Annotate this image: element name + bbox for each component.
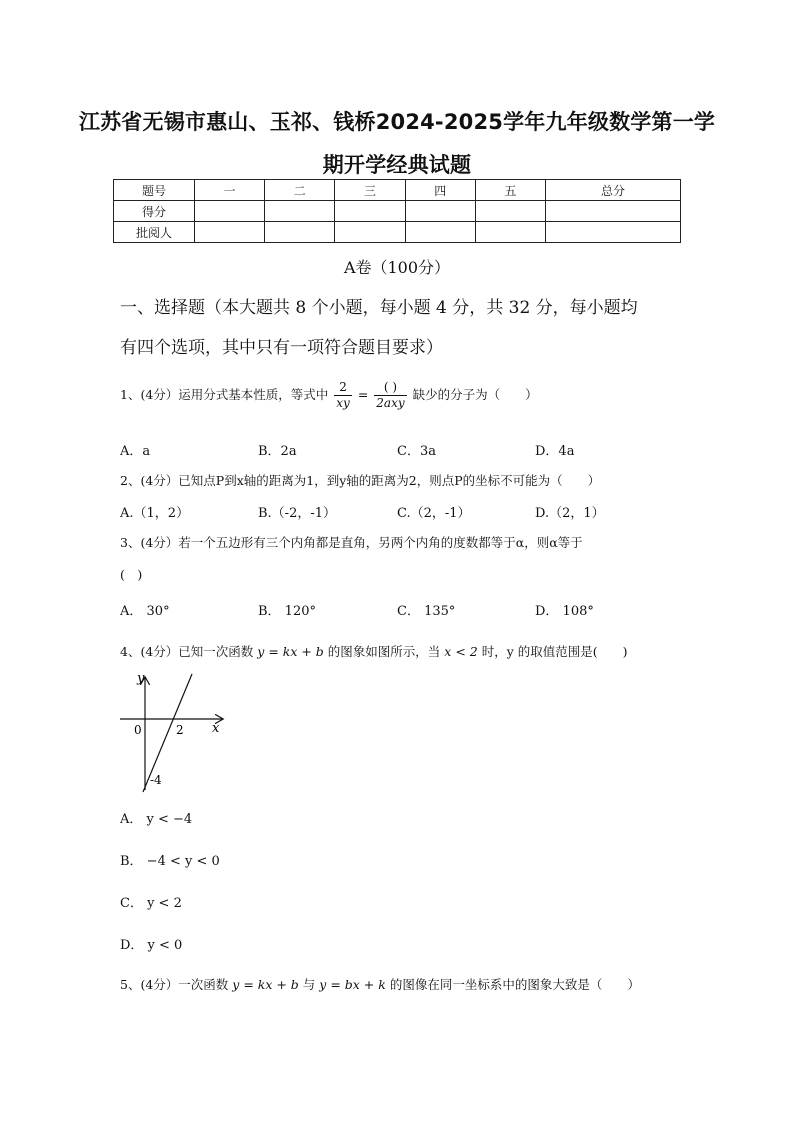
page-title-line-2: 期开学经典试题 — [322, 153, 472, 177]
score-cell[interactable] — [546, 222, 681, 243]
question-5-text: 5、(4分）一次函数 — [120, 977, 229, 992]
q2-option-a[interactable]: A.（1，2） — [120, 506, 190, 521]
score-table-header: 总分 — [546, 180, 681, 201]
paper-label: A卷（100分） — [343, 258, 451, 277]
question-1-text: 1、(4分）运用分式基本性质，等式中 — [120, 387, 329, 402]
score-cell[interactable] — [475, 222, 545, 243]
score-cell[interactable] — [335, 201, 405, 222]
score-table-header: 一 — [195, 180, 265, 201]
q1-option-b[interactable]: B．2a — [258, 444, 297, 459]
q3-option-d[interactable]: D． 108° — [535, 604, 594, 619]
question-1-suffix: 缺少的分子为（ ） — [412, 387, 538, 402]
x-intercept-label: 2 — [176, 723, 184, 737]
section-heading-line-2: 有四个选项，其中只有一项符合题目要求） — [120, 338, 443, 358]
q1-option-a[interactable]: A．a — [120, 444, 151, 459]
q3-option-c[interactable]: C． 135° — [397, 604, 456, 619]
function-expression: y = kx + b — [257, 644, 324, 659]
q1-option-c[interactable]: C．3a — [397, 444, 436, 459]
condition-expression: x < 2 — [444, 644, 478, 659]
score-table-header: 题号 — [114, 180, 195, 201]
fraction-numerator: ( ) — [374, 380, 406, 396]
y-intercept-label: -4 — [150, 773, 162, 787]
q4-option-a[interactable]: A． y < −4 — [120, 812, 193, 827]
question-4-suffix: 时，y 的取值范围是( ) — [481, 644, 628, 659]
question-5-suffix: 的图像在同一坐标系中的图象大致是（ ） — [389, 977, 640, 992]
score-cell[interactable] — [265, 222, 335, 243]
q3-option-a[interactable]: A． 30° — [120, 604, 170, 619]
question-2-text: 2、(4分）已知点P到x轴的距离为1，到y轴的距离为2，则点P的坐标不可能为（ ） — [120, 473, 601, 488]
q2-option-d[interactable]: D.（2，1） — [535, 506, 605, 521]
fraction-1 — [334, 380, 352, 411]
y-axis-label: y — [137, 671, 145, 686]
question-4 — [120, 642, 628, 660]
q4-option-c[interactable]: C． y < 2 — [120, 896, 182, 911]
fraction-denominator: xy — [336, 396, 350, 410]
function-expression-2: y = bx + k — [319, 977, 386, 992]
section-heading-line-1: 一、选择题（本大题共 8 个小题，每小题 4 分，共 32 分，每小题均 — [120, 298, 638, 318]
score-table — [113, 179, 681, 243]
question-3-text: 3、(4分）若一个五边形有三个内角都是直角，另两个内角的度数都等于α，则α等于 — [120, 535, 583, 550]
fraction-2 — [374, 380, 406, 411]
equals-sign: = — [357, 387, 369, 402]
q2-option-b[interactable]: B.（-2，-1） — [258, 506, 337, 521]
fraction-numerator: 2 — [334, 380, 352, 396]
score-cell[interactable] — [405, 222, 475, 243]
q1-option-d[interactable]: D．4a — [535, 444, 575, 459]
fraction-denominator: 2axy — [376, 396, 405, 410]
linear-function-graph — [112, 668, 232, 796]
score-table-header: 三 — [335, 180, 405, 201]
score-table-header: 二 — [265, 180, 335, 201]
score-cell[interactable] — [195, 201, 265, 222]
score-table-row — [114, 201, 681, 222]
question-5 — [120, 975, 640, 993]
score-cell[interactable] — [475, 201, 545, 222]
question-4-mid: 的图象如图所示，当 — [327, 644, 441, 659]
page-title-line-1: 江苏省无锡市惠山、玉祁、钱桥2024-2025学年九年级数学第一学 — [78, 110, 716, 134]
question-5-mid: 与 — [302, 977, 316, 992]
score-table-header: 四 — [405, 180, 475, 201]
score-row-label: 得分 — [114, 201, 195, 222]
score-cell[interactable] — [195, 222, 265, 243]
score-cell[interactable] — [265, 201, 335, 222]
function-expression-1: y = kx + b — [232, 977, 299, 992]
origin-label: 0 — [134, 723, 142, 737]
score-cell[interactable] — [405, 201, 475, 222]
q2-option-c[interactable]: C.（2，-1） — [397, 506, 471, 521]
score-table-header: 五 — [475, 180, 545, 201]
score-cell[interactable] — [335, 222, 405, 243]
q3-option-b[interactable]: B． 120° — [258, 604, 316, 619]
question-3-text-2: ( ) — [120, 567, 143, 582]
x-axis-label: x — [212, 721, 220, 736]
score-table-row — [114, 222, 681, 243]
score-row-label: 批阅人 — [114, 222, 195, 243]
question-1 — [120, 380, 538, 411]
q4-option-d[interactable]: D． y < 0 — [120, 938, 183, 953]
q4-option-b[interactable]: B． −4 < y < 0 — [120, 854, 220, 869]
score-table-header-row — [114, 180, 681, 201]
score-cell[interactable] — [546, 201, 681, 222]
question-4-text: 4、(4分）已知一次函数 — [120, 644, 254, 659]
